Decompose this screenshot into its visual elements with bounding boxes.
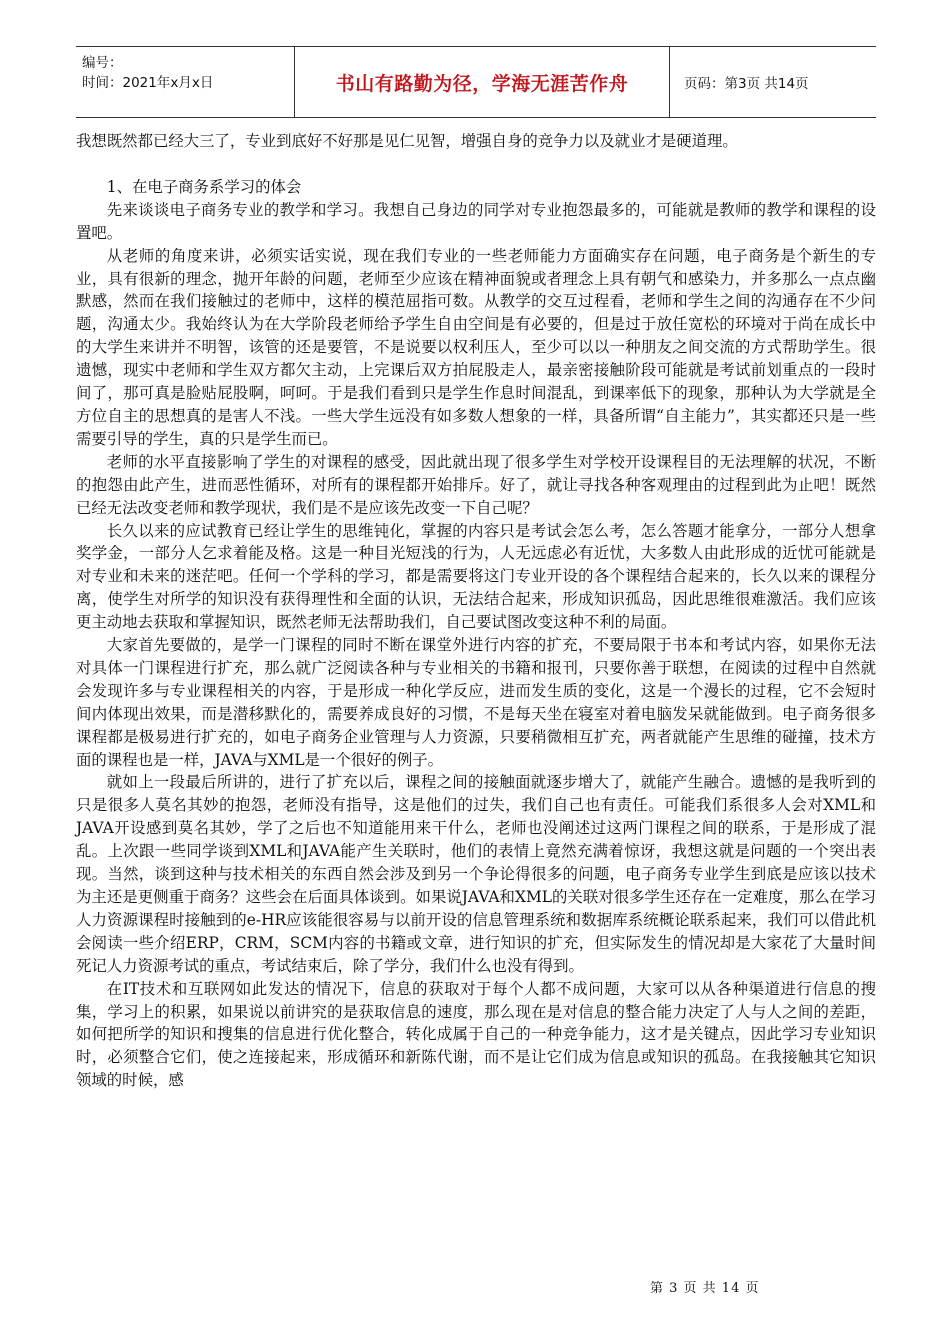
paragraph: 长久以来的应试教育已经让学生的思维钝化，掌握的内容只是考试会怎么考，怎么答题才能拿分，一部分人想拿奖学金，一部分人乞求着能及格。这是一种目光短浅的行为，人无远虑必有近忧，大多数人由此形成的近忧可能就是对专业和未来的迷茫吧。任何一个学科的学习，都是需要将这门专业开设的各个课程结合起来的，长久以来的课程分离，使学生对所学的知识没有获得理性和全面的认识，无法结合起来，形成知识孤岛，因此思维很难激活。我们应该更主动地去获取和掌握知识，既然老师无法帮助我们，自己要试图改变这种不利的局面。 bbox=[76, 521, 876, 632]
paragraph: 就如上一段最后所讲的，进行了扩充以后，课程之间的接触面就逐步增大了，就能产生融合。遗憾的是我听到的只是很多人莫名其妙的抱怨，老师没有指导，这是他们的过失，我们自己也有责任。可能我们系很多人会对XML和JAVA开设感到莫名其妙，学了之后也不知道能用来干什么，老师也没阐述过这两门课程之间的联系，于是形成了混乱。上次跟一些同学谈到XML和JAVA能产生关联时，他们的表情上竟然充满着惊讶，我想这就是问题的一个突出表现。当然，谈到这种与技术相关的东西自然会涉及到另一个争论得很多的问题，电子商务专业学生到底是应该以技术为主还是更侧重于商务？这些会在后面具体谈到。如果说JAVA和XML的关联对很多学生还存在一定难度，那么在学习人力资源课程时接触到的e-HR应该能很容易与以前开设的信息管理系统和数据库系统概论联系起来，我们可以借此机会阅读一些介绍ERP，CRM，SCM内容的书籍或文章，进行知识的扩充，但实际发生的情况却是大家花了大量时间死记人力资源考试的重点，考试结束后，除了学分，我们什么也没有得到。 bbox=[76, 773, 876, 975]
header-motto: 书山有路勤为径，学海无涯苦作舟 bbox=[335, 72, 629, 95]
paragraph: 老师的水平直接影响了学生的对课程的感受，因此就出现了很多学生对学校开设课程目的无法理解的状况，不断的抱怨由此产生，进而恶性循环，对所有的课程都开始排斥。好了，就让寻找各种客观理由的过程到此为止吧！既然已经无法改变老师和教学现状，我们是不是应该先改变一下自己呢？ bbox=[76, 452, 876, 517]
header-table bbox=[76, 46, 876, 118]
paragraph: 先来谈谈电子商务专业的教学和学习。我想自己身边的同学对专业抱怨最多的，可能就是教师的教学和课程的设置吧。 bbox=[76, 200, 876, 242]
header-motto-cell bbox=[295, 47, 670, 117]
number-label: 编号： bbox=[82, 55, 123, 71]
header-page-label: 页码：第3页 共14页 bbox=[684, 76, 809, 92]
page-footer: 第 3 页 共 14 页 bbox=[650, 1281, 760, 1296]
time-label: 时间：2021年x月x日 bbox=[82, 75, 214, 91]
paragraph: 从老师的角度来讲，必须实话实说，现在我们专业的一些老师能力方面确实存在问题，电子商务是个新生的专业，具有很新的理念，抛开年龄的问题，老师至少应该在精神面貌或者理念上具有朝气和感染力，并多那么一点点幽默感，然而在我们接触过的老师中，这样的模范屈指可数。从教学的交互过程看，老师和学生之间的沟通存在不少问题，沟通太少。我始终认为在大学阶段老师给予学生自由空间是有必要的，但是过于放任宽松的环境对于尚在成长中的大学生来讲并不明智，该管的还是要管，不是说要以权利压人，至少可以以一种朋友之间交流的方式帮助学生。很遗憾，现实中老师和学生双方都欠主动，上完课后双方拍屁股走人，最亲密接触阶段可能就是考试前划重点的一段时间了，那可真是脸贴屁股啊，呵呵。于是我们看到只是学生作息时间混乱，到课率低下的现象，那种认为大学就是全方位自主的思想真的是害人不浅。一些大学生远没有如多数人想象的一样，具备所谓“自主能力”，其实都还只是一些需要引导的学生，真的只是学生而已。 bbox=[76, 246, 876, 448]
header-meta bbox=[76, 47, 295, 117]
document-body bbox=[76, 130, 876, 1092]
paragraph: 我想既然都已经大三了，专业到底好不好那是见仁见智，增强自身的竞争力以及就业才是硬道理。 bbox=[76, 132, 738, 150]
paragraph: 在IT技术和互联网如此发达的情况下，信息的获取对于每个人都不成问题，大家可以从各种渠道进行信息的搜集，学习上的积累，如果说以前讲究的是获取信息的速度，那么现在是对信息的整合能力决定了人与人之间的差距，如何把所学的知识和搜集的信息进行优化整合，转化成属于自己的一种竞争能力，这才是关键点，因此学习专业知识时，必须整合它们，使之连接起来，形成循环和新陈代谢，而不是让它们成为信息或知识的孤岛。在我接触其它知识领域的时候，感 bbox=[76, 979, 876, 1090]
paragraph: 大家首先要做的，是学一门课程的同时不断在课堂外进行内容的扩充，不要局限于书本和考试内容，如果你无法对具体一门课程进行扩充，那么就广泛阅读各种与专业相关的书籍和报刊，只要你善于联想，在阅读的过程中自然就会发现许多与专业课程相关的内容，于是形成一种化学反应，进而发生质的变化，这是一个漫长的过程，它不会短时间内体现出效果，而是潜移默化的，需要养成良好的习惯，不是每天坐在寝室对着电脑发呆就能做到。电子商务很多课程都是极易进行扩充的，如电子商务企业管理与人力资源，只要稍微相互扩充，两者就能产生思维的碰撞，技术方面的课程也是一样，JAVA与XML是一个很好的例子。 bbox=[76, 636, 876, 769]
header-page-cell bbox=[670, 47, 876, 117]
section-heading: 1、在电子商务系学习的体会 bbox=[106, 177, 302, 196]
